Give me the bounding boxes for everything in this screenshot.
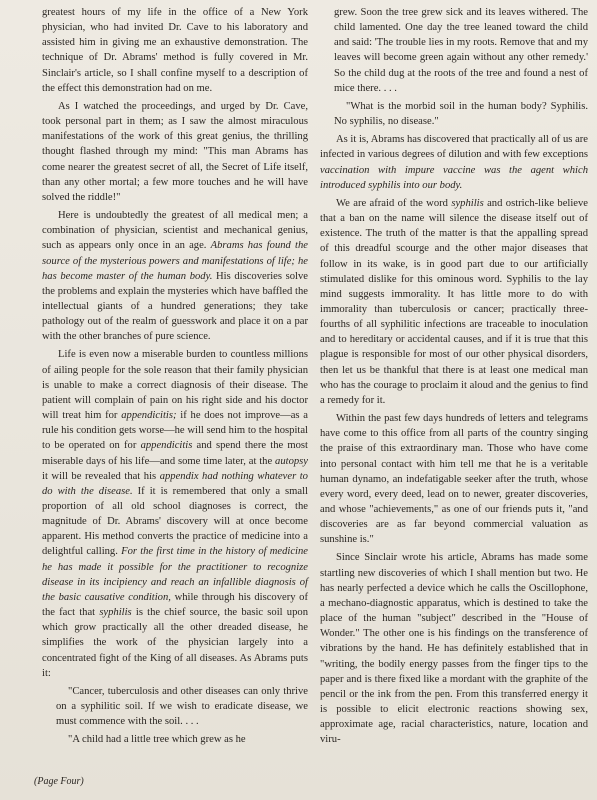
quote-paragraph: [334, 5, 588, 96]
text-run: Within the past few days hundreds of letters and telegrams have come to this office from all parts of the country singing the praise of this extraordinary man. Those who have come into personal contact with him tell me that he is a veritable human dynamo, an indefatigable seeker after the truth, whose every word, every deed, lead on to newer, greater discoveries, and whose "achievements," as one of our friends puts it, "and discoveries are as far beyond commercial valuation as sunshine is.": [320, 413, 588, 546]
italic-text-run: For the first time in the history of medicine he has made it possible for the practitioner to recognize disease in its incipiency and reach an infallible diagnosis of the basic causative condition,: [42, 546, 309, 603]
paragraph: [42, 347, 308, 680]
text-run: if he does not improve—as a rule his condition gets worse—he will send him to the hospital to be operated on for: [42, 410, 308, 452]
text-run: "A child had a little tree which grew as he: [68, 734, 246, 746]
text-run: while through his discovery of the fact that: [42, 591, 309, 619]
text-run: Life is even now a miserable burden to countless millions of ailing people for the sole reason that their family physician is unable to make a correct diagnosis of their disease. The patient will complain of pain on his right side and his doctor will treat him for: [42, 349, 308, 422]
text-run: and ostrich-like believe that a ban on the name will silence the disease itself out of existence. The truth of the matter is that the appalling spread of this dreadful scourge and the other major diseases that follow in its wake, is in good part due to our artificially stimulated dislike for this ominous word. Syphilis to the lay mind suggests immorality. It has little more to do with immorality than tuberculosis or cancer; practically three-fourths of all syphilitic infections are traceable to inoculation and to hereditary or accidental causes, and if it is true that this plague is responsible for most of our other physical disorders, then let us be thankful that there is at least one medical man who has the courage to proclaim it aloud and the genius to find a remedy for it.: [320, 197, 589, 406]
paragraph: [320, 411, 588, 547]
text-run: "Cancer, tuberculosis and other diseases can only thrive on a syphilitic soil. If we wish to eradicate disease, we must commence with the soil. . . .: [56, 685, 308, 728]
italic-text-run: appendicitis;: [121, 410, 177, 422]
italic-text-run: appendix had nothing whatever to do with the disease.: [42, 470, 308, 497]
text-run: As it is, Abrams has discovered that practically all of us are infected in various degrees of dilution and with few exceptions: [320, 134, 588, 161]
quote-paragraph: [56, 684, 308, 729]
text-run: As I watched the proceedings, and urged by Dr. Cave, took personal part in them; as I saw the almost miraculous manifestations of the work of this great genius, the thrilling thought flashed through my mind: "This man Abrams has come nearer the greatest secret of all, the Secret of Life itself, than any other mortal; a few more touches and he will have solved the riddle!": [42, 100, 308, 203]
paragraph: [42, 99, 308, 205]
paragraph: [320, 132, 588, 193]
quote-paragraph: [56, 732, 308, 747]
paragraph: [320, 196, 588, 408]
italic-text-run: vaccination with impure vaccine was the agent which introduced syphilis into our body.: [320, 164, 588, 191]
text-run: Here is undoubtedly the greatest of all medical men; a combination of physician, scientist and mechanical genius, such as appears only once in an age.: [42, 210, 308, 252]
left-column: [42, 5, 308, 751]
paragraph: [42, 5, 308, 96]
page-number: (Page Four): [34, 776, 84, 787]
text-run: "What is the morbid soil in the human body? Syphilis. No syphilis, no disease.": [334, 100, 588, 128]
paragraph: [320, 550, 588, 747]
quote-paragraph: [334, 99, 588, 129]
italic-text-run: syphilis: [451, 197, 484, 209]
text-run: greatest hours of my life in the office of a New York physician, who had invited Dr. Cave to his laboratory and assisted him in giving me an exhaustive demonstration. The technique of Dr. Abrams' method is fully covered in Mr. Sinclair's article, so I shall confine myself to a description of the effect this demonstration had on me.: [42, 7, 308, 94]
text-run: Since Sinclair wrote his article, Abrams has made some startling new discoveries of which I shall mention but two. He has nearly perfected a device which he calls the Oscillophone, a mechano-diagnostic apparatus, which is destined to take the place of the human "subject" described in the "House of Wonder." The other one is his findings on the transference of vibrations by the hand. He has definitely established that in "writing, the bodily energy passes from the finger tips to the paper and is there fixed like a mordant with the graphite of the pencil or the ink from the pen. From this transferred energy it is possible to elicit electronic reactions showing sex, approximate age, racial characteristics, nature, location and viru-: [320, 552, 588, 746]
italic-text-run: syphilis: [99, 607, 132, 619]
text-run: We are afraid of the word: [336, 197, 452, 209]
paragraph: [42, 208, 308, 344]
text-run: grew. Soon the tree grew sick and its leaves withered. The child lamented. One day the tree leaned toward the child and said: 'The trouble lies in my roots. Remove that and my leaves will become green again without any other remedy.' So the child dug at the roots of the tree and found a nest of mice there. . . .: [334, 7, 588, 94]
text-run: His discoveries solve the problems and explain the mysteries which have baffled the intellectual giants of a hundred generations; they take pathology out of the realm of guesswork and place it on a par with the other branches of pure science.: [42, 270, 308, 343]
text-run: and spend there the most miserable days of his life—and some time later, at the: [42, 440, 308, 467]
text-run: If it is remembered that only a small proportion of all old school diagnoses is correct, the magnitude of Dr. Abrams' discovery will at once become apparent. His method converts the practice of medicine into a delightful calling.: [42, 485, 308, 558]
italic-text-run: autopsy: [275, 455, 308, 467]
right-column: [320, 5, 588, 751]
italic-text-run: Abrams has found the source of the mysterious powers and manifestations of life; he has become master of the human body.: [42, 240, 308, 282]
text-run: it will be revealed that his: [42, 470, 160, 482]
italic-text-run: appendicitis: [140, 440, 193, 452]
text-run: is the chief source, the basic soil upon which grow practically all the other dreaded disease, he simplifies the work of the physician largely into a concentrated fight of the King of all diseases. As Abrams puts it:: [42, 607, 308, 679]
